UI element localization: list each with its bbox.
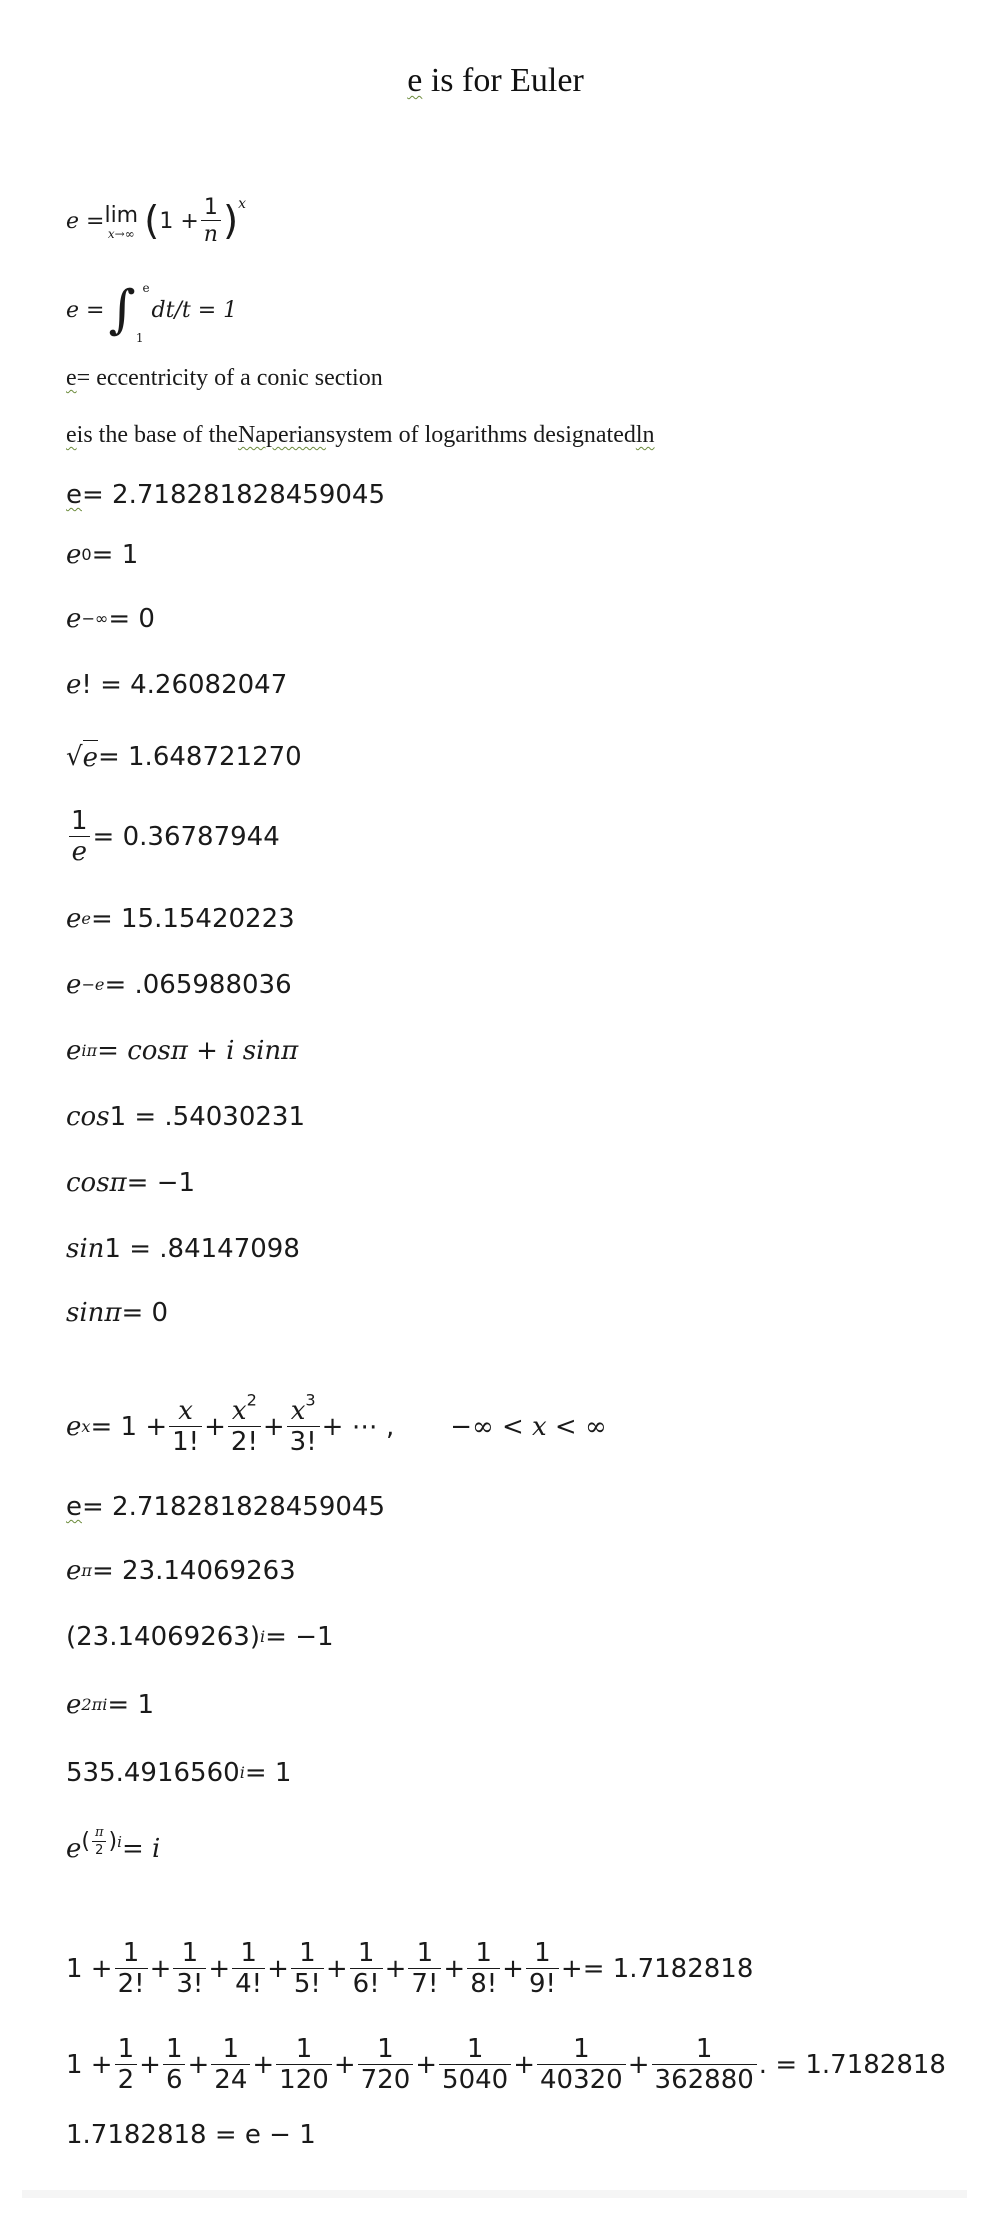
sin-one: sin 1 = .84147098 xyxy=(66,1234,300,1264)
e-power-e: e e = 15.15420223 xyxy=(66,904,295,934)
exp-series: e x = 1 + $\frac{x}{1!}$ + $\frac{x^2}{2!}$ + $\frac{x^3}{3!}$ + ⋯ , −∞ < x < ∞ xyxy=(66,1390,607,1458)
sqrt-e: √ e = 1.648721270 xyxy=(66,741,302,773)
plus-sign: + xyxy=(187,2050,210,2081)
reciprocal-e: $\frac{1}{e}$ = 0.36787944 xyxy=(66,808,280,867)
plus-sign: + xyxy=(325,1954,348,1985)
plus-sign: + xyxy=(384,1954,407,1985)
fraction-term: $\frac{1}{24}$ xyxy=(211,2036,250,2095)
fraction-term: $\frac{1}{8!}$ xyxy=(467,1940,500,1999)
fraction-term: $\frac{1}{40320}$ xyxy=(537,2036,626,2095)
plus-sign: + xyxy=(149,1954,172,1985)
fraction-term: $\frac{1}{9!}$ xyxy=(526,1940,559,1999)
fraction-term: $\frac{1}{3!}$ xyxy=(173,1940,206,1999)
e-power-neg-infinity: e −∞ = 0 xyxy=(66,604,155,634)
plus-sign: + xyxy=(208,1954,231,1985)
gelfond-power-i: (23.14069263) i = −1 xyxy=(66,1622,334,1652)
e-power-zero: e 0 = 1 xyxy=(66,540,139,570)
e-value-line-2: e = 2.718281828459045 xyxy=(66,1492,385,1522)
plus-sign: + xyxy=(267,1954,289,1985)
e-power-2pi-i: e 2πi = 1 xyxy=(66,1690,154,1720)
e-power-pi: e π = 23.14069263 xyxy=(66,1556,296,1586)
sin-pi: sinπ = 0 xyxy=(66,1298,169,1328)
fraction-term: $\frac{1}{5040}$ xyxy=(439,2036,511,2095)
fraction-term: $\frac{1}{2!}$ xyxy=(115,1940,148,1999)
fraction-term: $\frac{1}{6}$ xyxy=(163,2036,186,2095)
factorial-sum: 1 + $\frac{1}{2!}$ + $\frac{1}{3!}$ + $\frac{1}{4!}$ + $\frac{1}{5!}$ + $\frac{1}{6!}$ + $\frac{1}{7!}$ + $\frac{1}{8!}$ + $\frac{1}{9!}$ += 1.7182818 xyxy=(66,1938,754,2000)
fraction-term: $\frac{1}{7!}$ xyxy=(408,1940,441,1999)
e-value-line: e = 2.718281828459045 xyxy=(66,480,385,510)
fraction-term: $\frac{1}{720}$ xyxy=(358,2036,414,2095)
e-factorial: e ! = 4.26082047 xyxy=(66,670,288,700)
naperian-line: e is the base of the Naperian system of logarithms designated ln xyxy=(66,422,655,448)
page-bottom-shade xyxy=(22,2190,967,2198)
fraction-term: $\frac{1}{5!}$ xyxy=(291,1940,324,1999)
plus-sign: + xyxy=(502,1954,524,1985)
fraction-term: $\frac{1}{120}$ xyxy=(276,2036,332,2095)
sum-result: += 1.7182818 xyxy=(560,1954,754,1985)
cos-one: cos 1 = .54030231 xyxy=(66,1102,306,1132)
e-power-neg-e: e −e = .065988036 xyxy=(66,970,292,1000)
constant-power-i: 535.4916560 i = 1 xyxy=(66,1758,292,1788)
plus-sign: + xyxy=(627,2050,650,2081)
plus-sign: + xyxy=(415,2050,438,2081)
title-e: e xyxy=(407,62,423,99)
plus-sign: + xyxy=(139,2050,161,2081)
plus-sign: + xyxy=(513,2050,536,2081)
fraction-term: $\frac{1}{2}$ xyxy=(115,2036,138,2095)
page-title xyxy=(0,62,991,100)
fraction-term: $\frac{1}{4!}$ xyxy=(232,1940,265,1999)
sum-result: . = 1.7182818 xyxy=(758,2050,946,2081)
fraction-term: $\frac{1}{6!}$ xyxy=(350,1940,383,1999)
euler-identity-form: e iπ = cosπ + i sinπ xyxy=(66,1036,299,1066)
integral-definition: e = ∫ e 1 dt/t = 1 xyxy=(66,280,238,345)
cos-pi: cosπ = −1 xyxy=(66,1168,196,1198)
plus-sign: + xyxy=(252,2050,275,2081)
e-power-half-pi-i: e ( $\frac{\pi}{2}$ ) i = i xyxy=(66,1825,161,1864)
fraction-term: $\frac{1}{362880}$ xyxy=(652,2036,757,2095)
plus-sign: + xyxy=(333,2050,356,2081)
plus-sign: + xyxy=(443,1954,466,1985)
numeric-sum: 1 + $\frac{1}{2}$ + $\frac{1}{6}$ + $\frac{1}{24}$ + $\frac{1}{120}$ + $\frac{1}{720}$ + $\frac{1}{5040}$ + $\frac{1}{40320}$ + $\frac{1}{362880}$ . = 1.7182818 xyxy=(66,2034,946,2096)
eccentricity-line: e = eccentricity of a conic section xyxy=(66,365,383,391)
title-rest: is for Euler xyxy=(422,62,584,99)
limit-definition: e = lim x→∞ ( 1 + $\frac{1}{n}$ ) x xyxy=(66,195,247,248)
e-minus-one: 1.7182818 = e − 1 xyxy=(66,2120,316,2150)
